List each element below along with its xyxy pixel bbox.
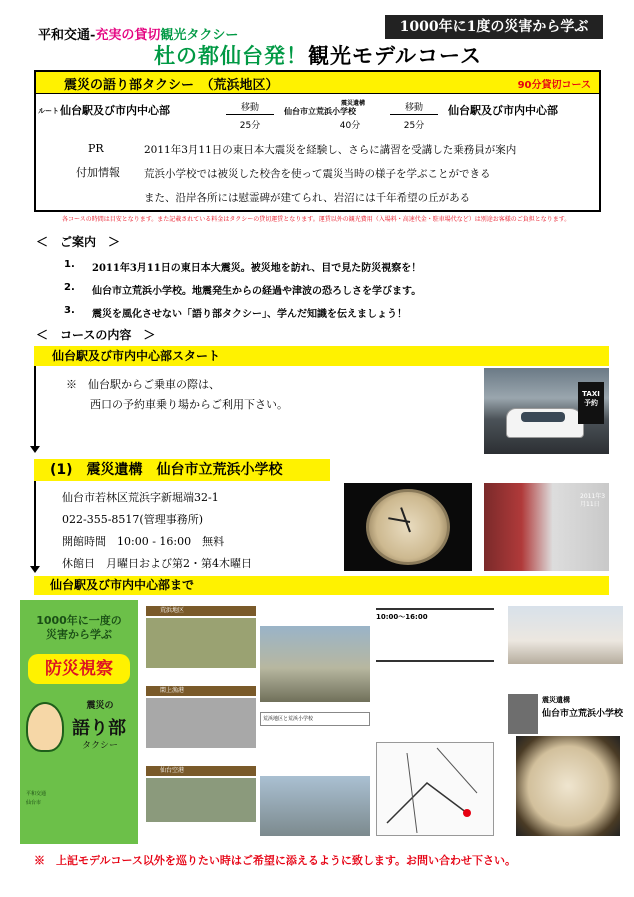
brochure-image xyxy=(20,600,623,844)
route-move-2 xyxy=(390,100,438,116)
route-move-2-time: 25分 xyxy=(403,121,425,131)
panel-label-2: 閖上漁港 xyxy=(146,686,256,696)
course-box xyxy=(34,70,601,212)
clock-icon xyxy=(366,489,450,565)
header-badge: 1000年に1度の災害から学ぶ xyxy=(385,15,603,39)
route-move-1 xyxy=(226,100,274,116)
page-title xyxy=(38,40,598,70)
clock-photo xyxy=(344,483,472,571)
route-stop-start: 仙台駅及び市内中心部 xyxy=(60,104,170,117)
end-bar: 仙台駅及び市内中心部まで xyxy=(34,576,609,595)
school-caption-2: 仙台市立荒浜小学校 xyxy=(542,709,624,719)
taxi-sign-text: TAXI xyxy=(582,390,600,398)
school-small-photo xyxy=(508,694,538,734)
panel-photo-2 xyxy=(146,698,256,748)
brochure-panel-access xyxy=(376,600,498,844)
school-caption-1: 震災遺構 xyxy=(542,696,570,704)
spot-hours: 開館時間 10:00 - 16:00 無料 xyxy=(62,535,225,548)
brochure-panel-areas xyxy=(146,600,256,844)
clock-icon xyxy=(516,736,620,836)
route-move-1-time: 25分 xyxy=(239,121,261,131)
route-stop-end: 仙台駅及び市内中心部 xyxy=(448,104,558,117)
cover-sub-1: 震災の xyxy=(86,701,114,711)
course-name: 震災の語り部タクシー （荒浜地区） xyxy=(64,78,279,93)
guide-item-2: 仙台市立荒浜小学校。地震発生からの経過や津波の恐ろしさを学びます。 xyxy=(92,286,422,297)
guide-num-1: 1. xyxy=(64,259,75,270)
taxi-car-shape xyxy=(506,408,584,438)
move-label: 移動 xyxy=(240,103,259,113)
panel-photo-1 xyxy=(146,618,256,668)
route-stop-sub: 震災遺構 xyxy=(340,100,365,107)
spot-phone: 022-355-8517(管理事務所) xyxy=(62,513,204,526)
cover-main: 防災視察 xyxy=(28,654,130,684)
brochure-panel-school xyxy=(260,600,375,844)
cover-small-1: 平和交通 xyxy=(26,791,47,797)
school-aerial-photo xyxy=(260,626,370,702)
footer-note: ※ 上記モデルコース以外を巡りたい時はご希望に添えるように致します。お問い合わせ下さい。 xyxy=(34,854,517,867)
catch-red: 充実の貸切 xyxy=(95,28,161,43)
taxi-photo xyxy=(484,368,609,454)
school-exhibit-photo xyxy=(484,483,609,571)
guide-num-3: 3. xyxy=(64,305,75,316)
divider xyxy=(376,660,494,662)
arrow-down-icon xyxy=(30,566,40,573)
spot-address: 仙台市若林区荒浜字新堀端32-1 xyxy=(62,491,219,504)
start-note-2: 西口の予約車乗り場からご利用下さい。 xyxy=(90,398,288,411)
start-bar: 仙台駅及び市内中心部スタート xyxy=(34,346,609,366)
move-label: 移動 xyxy=(404,103,423,113)
pr-line-1: 2011年3月11日の東日本大震災を経験し、さらに講習を受講した乗務員が案内 xyxy=(144,144,517,156)
panel-label-1: 荒浜地区 xyxy=(146,606,256,616)
driver-mascot-icon xyxy=(26,702,64,752)
guide-num-2: 2. xyxy=(64,282,75,293)
cover-sub-3: タクシー xyxy=(81,741,118,751)
brochure-cover xyxy=(20,600,138,844)
title-green: 杜の都仙台発！ xyxy=(154,43,309,68)
title-black: 観光モデルコース xyxy=(308,43,482,68)
panel-photo-3 xyxy=(146,778,256,822)
cover-small-print xyxy=(26,790,132,808)
fine-print: 各コースの時間は目安となります。また記載されている料金はタクシーの貸切運賃となります。運賃以外の観光費用（入場料・高速代金・駐車場代など）は別途お客様のご負担となります。 xyxy=(62,216,571,223)
guide-title: ＜ ご案内 ＞ xyxy=(36,235,121,249)
cover-line-1: 1000年に一度の xyxy=(36,614,122,627)
map-title: 荒浜地区と荒浜小学校 xyxy=(260,712,370,726)
route-stay-time: 40分 xyxy=(339,121,361,131)
panel-label-3: 仙台空港 xyxy=(146,766,256,776)
pr-line-3: また、沿岸各所には慰霊碑が建てられ、岩沼には千年希望の丘がある xyxy=(144,192,471,204)
guide-item-3: 震災を風化させない「語り部タクシー」、学んだ知識を伝えましょう！ xyxy=(92,309,407,320)
spot-bar: (1) 震災遺構 仙台市立荒浜小学校 xyxy=(34,459,330,481)
hours-short: 10:00〜16:00 xyxy=(376,613,428,621)
course-duration: 90分貸切コース xyxy=(517,80,591,91)
arrow-down-icon xyxy=(30,446,40,453)
route-stop-school: 仙台市立荒浜小学校 xyxy=(284,107,356,116)
access-map xyxy=(376,742,494,836)
pr-label: PR xyxy=(88,142,104,155)
company-name: 平和交通- xyxy=(38,28,96,43)
start-note-1: ※ 仙台駅からご乗車の際は、 xyxy=(66,378,220,391)
course-head xyxy=(36,72,599,94)
map-roads-icon xyxy=(377,743,495,837)
route-line-2 xyxy=(34,481,36,567)
pr-line-2: 荒浜小学校では被災した校舎を使って震災当時の様子を学ぶことができる xyxy=(144,168,491,180)
contents-title: ＜ コースの内容 ＞ xyxy=(36,328,156,342)
cover-catch xyxy=(26,614,132,642)
guide-item-1: 2011年3月11日の東日本大震災。被災地を訪れ、目で見た防災視察を！ xyxy=(92,263,422,274)
brochure-panel-building xyxy=(508,600,623,844)
info-label: 付加情報 xyxy=(76,166,120,179)
taxi-reserve-text: 予約 xyxy=(584,399,598,407)
school-exhibit-text: 2011年3月11日 xyxy=(580,493,606,508)
cover-small-2: 仙台市 xyxy=(26,800,42,806)
coast-photo xyxy=(260,776,370,836)
taxi-sign xyxy=(578,382,604,424)
divider xyxy=(376,608,494,610)
school-building-photo xyxy=(508,606,623,664)
catch-green: 観光タクシー xyxy=(160,28,239,43)
cover-sub-2: 語り部 xyxy=(72,718,126,739)
cover-line-2: 災害から学ぶ xyxy=(46,628,112,641)
route-line-1 xyxy=(34,366,36,446)
spot-closed: 休館日 月曜日および第2・第4木曜日 xyxy=(62,557,252,570)
route-label: ルート xyxy=(38,107,59,115)
